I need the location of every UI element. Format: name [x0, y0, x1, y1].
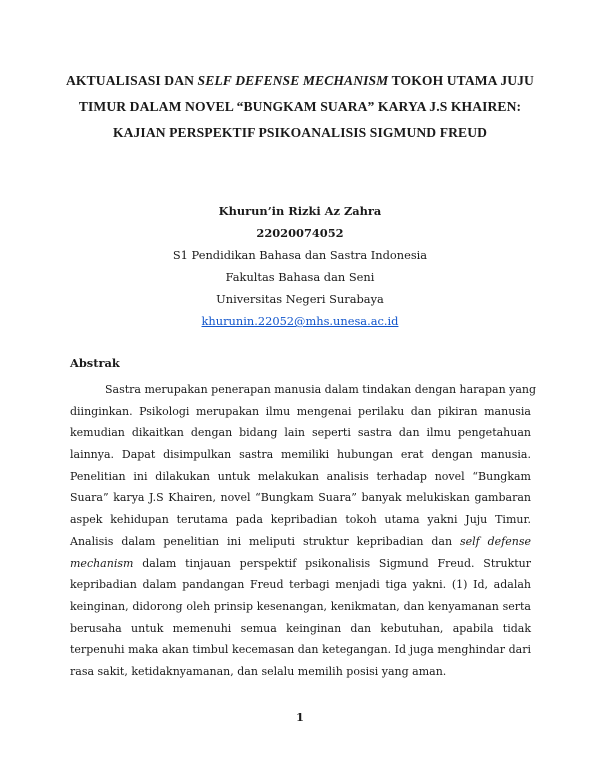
abstract-line: [70, 531, 531, 553]
abstract-line: Penelitian ini dilakukan untuk melakukan analisis terhadap novel “Bungkam: [70, 469, 531, 483]
abstract-line: diinginkan. Psikologi merupakan ilmu mengenai perilaku dan pikiran manusia: [70, 404, 531, 418]
author-university: Universitas Negeri Surabaya: [216, 292, 384, 306]
abstract-line-text: dalam tinjauan perspektif psikonalisis Sigmund Freud. Struktur: [142, 556, 532, 570]
author-student-id: 22020074052: [256, 226, 344, 240]
abstract-line: aspek kehidupan terutama pada kepribadian tokoh utama yakni Juju Timur.: [70, 513, 531, 527]
abstract-line: terpenuhi maka akan timbul kecemasan dan ketegangan. Id juga menghindar dari: [70, 643, 531, 657]
abstract-heading: Abstrak: [70, 356, 120, 370]
page-number: 1: [296, 710, 304, 724]
abstract-line: berusaha untuk memenuhi semua keinginan dan kebutuhan, apabila tidak: [70, 621, 531, 635]
abstract-line: keinginan, didorong oleh prinsip kesenangan, kenikmatan, dan kenyamanan serta: [70, 599, 531, 613]
abstract-line: kemudian dikaitkan dengan bidang lain seperti sastra dan ilmu pengetahuan: [70, 426, 531, 440]
author-block: [0, 200, 600, 332]
abstract-line-text: Analisis dalam penelitian ini meliputi struktur kepribadian dan: [70, 534, 453, 548]
abstract-line: rasa sakit, ketidaknyamanan, dan selalu memilih posisi yang aman.: [70, 664, 447, 678]
abstract-line: [70, 553, 531, 575]
abstract-line: Sastra merupakan penerapan manusia dalam tindakan dengan harapan yang: [105, 383, 537, 396]
abstract-line: kepribadian dalam pandangan Freud terbagi menjadi tiga yakni. (1) Id, adalah: [70, 578, 531, 592]
author-name: Khurun’in Rizki Az Zahra: [218, 204, 382, 218]
title-part-1: AKTUALISASI DAN: [66, 73, 198, 88]
paper-title: [60, 68, 540, 146]
title-part-3: TOKOH UTAMA JUJU TIMUR DALAM NOVEL “BUNGKAM SUARA” KARYA J.S KHAIREN: KAJIAN PERSPEKTIF PSIKOANALISIS SIGMUND FREUD: [78, 73, 534, 140]
abstract-italic-term: mechanism: [70, 556, 134, 570]
abstract-body: [70, 379, 537, 683]
author-faculty: Fakultas Bahasa dan Seni: [225, 270, 375, 284]
author-email-link[interactable]: khurunin.22052@mhs.unesa.ac.id: [201, 314, 399, 328]
abstract-line: Suara” karya J.S Khairen, novel “Bungkam Suara” banyak melukiskan gambaran: [70, 491, 531, 505]
title-part-2-italic: SELF DEFENSE MECHANISM: [197, 73, 389, 88]
author-program: S1 Pendidikan Bahasa dan Sastra Indonesia: [172, 248, 428, 262]
abstract-line: lainnya. Dapat disimpulkan sastra memiliki hubungan erat dengan manusia.: [70, 448, 531, 462]
abstract-italic-term: self defense: [459, 534, 531, 548]
